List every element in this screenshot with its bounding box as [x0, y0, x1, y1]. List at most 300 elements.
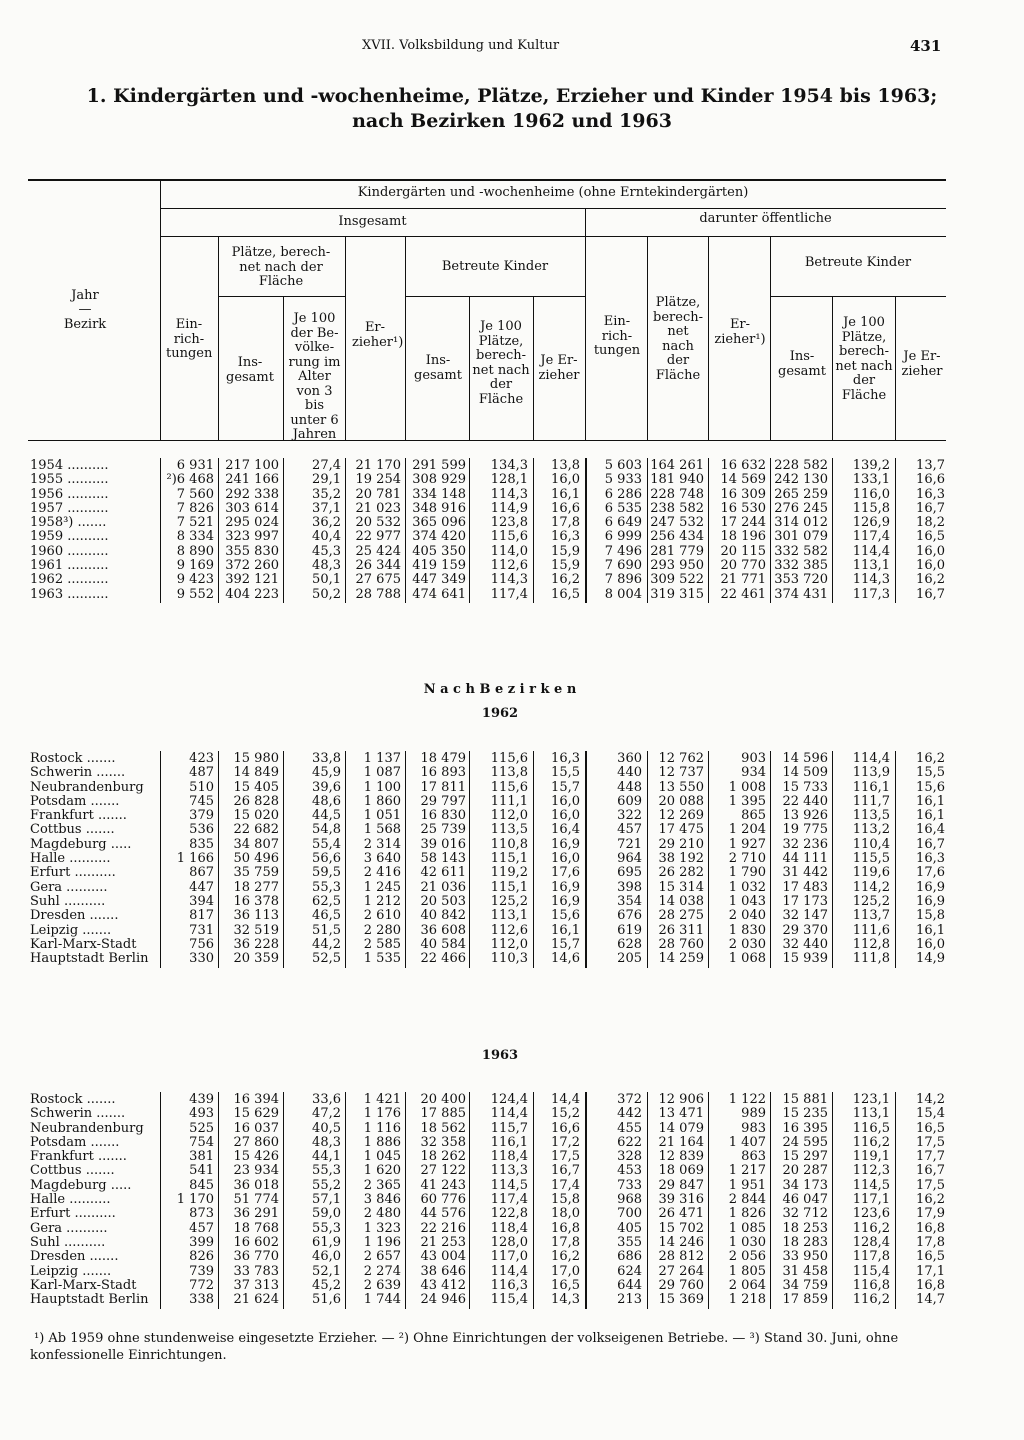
- table-cell: 16,5: [551, 586, 580, 602]
- table-cell: 51,6: [312, 1292, 341, 1308]
- table-cell: 16,5: [916, 1120, 945, 1136]
- table-cell: 46 047: [782, 1192, 828, 1208]
- table-cell: 60 776: [420, 1192, 466, 1208]
- table-cell: 40,5: [312, 1120, 341, 1136]
- table-cell: 21 253: [420, 1234, 466, 1250]
- bezirke-1962-labels: [30, 752, 158, 966]
- table-cell: 1 100: [363, 779, 401, 795]
- footnotes: [30, 1330, 970, 1364]
- table-cell: 113,1: [852, 1106, 890, 1122]
- table-cell: 695: [617, 865, 642, 881]
- table-cell: 525: [189, 1120, 214, 1136]
- table-cell: 2 280: [363, 922, 401, 938]
- table-cell: 8 334: [176, 529, 214, 545]
- table-cell: 374 431: [774, 586, 828, 602]
- header-vline-12: [895, 296, 896, 440]
- table-cell: 13 550: [658, 779, 704, 795]
- header-vline-3: [345, 236, 346, 440]
- table-cell: 17,0: [551, 1263, 580, 1279]
- value-column: [696, 1093, 766, 1307]
- table-cell: 295 024: [225, 515, 279, 531]
- running-head: XVII. Volksbildung und Kultur: [362, 38, 560, 53]
- table-cell: 44 576: [420, 1206, 466, 1222]
- table-cell: 50 496: [233, 851, 279, 867]
- row-label: Suhl ..........: [30, 893, 106, 909]
- table-cell: 118,4: [490, 1220, 528, 1236]
- table-cell: 15,9: [551, 543, 580, 559]
- table-cell: 34 807: [233, 836, 279, 852]
- section-year-1962: 1962: [481, 706, 519, 721]
- value-column: [696, 752, 766, 966]
- header-je-erzieher: Je Er- zieher: [538, 353, 580, 383]
- table-cell: 115,1: [490, 851, 528, 867]
- table-cell: 15 405: [233, 779, 279, 795]
- table-cell: 59,0: [312, 1206, 341, 1222]
- table-cell: 31 458: [782, 1263, 828, 1279]
- table-cell: 536: [189, 822, 214, 838]
- table-cell: 394: [189, 893, 214, 909]
- table-cell: 50,2: [312, 586, 341, 602]
- header-betreute-kinder-2: Betreute Kinder: [804, 255, 912, 270]
- table-cell: 16,3: [916, 851, 945, 867]
- table-cell: 1 137: [363, 751, 401, 766]
- table-cell: 115,4: [852, 1263, 890, 1279]
- table-cell: 16 394: [233, 1092, 279, 1107]
- table-cell: 21 170: [355, 458, 401, 473]
- page-title: [40, 84, 984, 134]
- table-cell: 115,6: [490, 529, 528, 545]
- table-cell: 17,9: [916, 1206, 945, 1222]
- table-cell: 404 223: [225, 586, 279, 602]
- table-cell: 2 416: [363, 865, 401, 881]
- table-cell: 52,1: [312, 1263, 341, 1279]
- table-cell: 15,9: [551, 558, 580, 574]
- header-darunter: darunter öffentliche: [699, 211, 832, 226]
- page-number: 431: [910, 37, 942, 55]
- table-cell: 16 037: [233, 1120, 279, 1136]
- table-cell: 308 929: [412, 472, 466, 488]
- table-cell: 686: [617, 1249, 642, 1265]
- table-cell: 1 212: [363, 893, 401, 909]
- table-cell: 319 315: [650, 586, 704, 602]
- table-cell: 16,0: [916, 543, 945, 559]
- table-cell: 16,4: [551, 822, 580, 838]
- value-column: [634, 752, 704, 966]
- table-cell: 1 032: [728, 879, 766, 895]
- value-column: [758, 459, 828, 602]
- table-cell: 116,3: [490, 1277, 528, 1293]
- table-cell: 116,8: [852, 1277, 890, 1293]
- table-cell: 624: [617, 1263, 642, 1279]
- table-cell: 322: [617, 808, 642, 824]
- table-cell: 1 218: [728, 1292, 766, 1308]
- header-plaetze-group: Plätze, berech- net nach der Fläche: [231, 245, 331, 289]
- table-cell: 14 259: [658, 951, 704, 967]
- header-betreute-kinder: Betreute Kinder: [441, 259, 549, 274]
- table-cell: 33,8: [312, 751, 341, 766]
- table-cell: 292 338: [225, 486, 279, 502]
- table-cell: 116,2: [852, 1134, 890, 1150]
- table-cell: 19 775: [782, 822, 828, 838]
- table-cell: 826: [189, 1249, 214, 1265]
- table-cell: 353 720: [774, 572, 828, 588]
- table-cell: 36 018: [233, 1177, 279, 1193]
- table-cell: 15 939: [782, 951, 828, 967]
- table-cell: 15,4: [916, 1106, 945, 1122]
- table-cell: 113,1: [852, 558, 890, 574]
- table-cell: 14,3: [551, 1292, 580, 1308]
- table-cell: 9 423: [176, 572, 214, 588]
- table-cell: 122,8: [490, 1206, 528, 1222]
- table-cell: 281 779: [650, 543, 704, 559]
- table-cell: 35,2: [312, 486, 341, 502]
- table-cell: 114,4: [852, 543, 890, 559]
- header-rule-3b: [405, 296, 585, 297]
- value-column: [209, 1093, 279, 1307]
- table-cell: 845: [189, 1177, 214, 1193]
- table-cell: 2 480: [363, 1206, 401, 1222]
- table-cell: 116,2: [852, 1292, 890, 1308]
- table-cell: 276 245: [774, 500, 828, 516]
- table-cell: 16,2: [916, 751, 945, 766]
- table-cell: 22 682: [233, 822, 279, 838]
- table-cell: 27,4: [312, 458, 341, 473]
- table-cell: 205: [617, 951, 642, 967]
- table-cell: 2 030: [728, 936, 766, 952]
- table-cell: 111,6: [852, 922, 890, 938]
- table-cell: 865: [741, 808, 766, 824]
- table-cell: 493: [189, 1106, 214, 1122]
- table-cell: 39 016: [420, 836, 466, 852]
- table-cell: 36,2: [312, 515, 341, 531]
- table-cell: 14 509: [782, 765, 828, 781]
- table-cell: 457: [617, 822, 642, 838]
- table-cell: 16,7: [916, 836, 945, 852]
- table-cell: 16,0: [916, 558, 945, 574]
- table-cell: 17 811: [420, 779, 466, 795]
- row-label: 1961 ..........: [30, 558, 109, 574]
- table-cell: 17,5: [551, 1149, 580, 1165]
- table-cell: 25 739: [420, 822, 466, 838]
- table-cell: 16,5: [551, 1277, 580, 1293]
- table-cell: 45,9: [312, 765, 341, 781]
- table-cell: 115,6: [490, 751, 528, 766]
- table-cell: 164 261: [650, 458, 704, 473]
- table-cell: 113,7: [852, 908, 890, 924]
- table-cell: 487: [189, 765, 214, 781]
- table-cell: 2 710: [728, 851, 766, 867]
- table-cell: 989: [741, 1106, 766, 1122]
- table-cell: 28 760: [658, 936, 704, 952]
- bezirke-1963-labels: [30, 1093, 158, 1307]
- table-cell: 48,6: [312, 793, 341, 809]
- table-cell: 1 122: [728, 1092, 766, 1107]
- value-column: [144, 1093, 214, 1307]
- table-cell: 27 860: [233, 1134, 279, 1150]
- row-label: 1959 ..........: [30, 529, 109, 545]
- value-column: [331, 1093, 401, 1307]
- table-cell: 14 246: [658, 1234, 704, 1250]
- table-cell: 1 951: [728, 1177, 766, 1193]
- table-cell: 16,7: [551, 1163, 580, 1179]
- table-cell: 867: [189, 865, 214, 881]
- table-cell: 1 085: [728, 1220, 766, 1236]
- table-cell: 18 069: [658, 1163, 704, 1179]
- table-cell: 16,9: [916, 893, 945, 909]
- table-cell: 29 370: [782, 922, 828, 938]
- table-cell: 48,3: [312, 1134, 341, 1150]
- table-cell: 26 311: [658, 922, 704, 938]
- row-label: Gera ..........: [30, 1220, 108, 1236]
- table-cell: 644: [617, 1277, 642, 1293]
- table-cell: 110,8: [490, 836, 528, 852]
- table-cell: 447 349: [412, 572, 466, 588]
- table-cell: 33 950: [782, 1249, 828, 1265]
- table-cell: 18 262: [420, 1149, 466, 1165]
- years-labels: [30, 459, 158, 602]
- table-cell: 247 532: [650, 515, 704, 531]
- row-label: Rostock .......: [30, 751, 116, 766]
- header-kinder-insgesamt: Ins- gesamt: [414, 353, 462, 383]
- table-cell: 835: [189, 836, 214, 852]
- table-cell: 7 826: [176, 500, 214, 516]
- table-cell: 721: [617, 836, 642, 852]
- table-cell: 115,7: [490, 1120, 528, 1136]
- table-cell: 619: [617, 922, 642, 938]
- table-cell: 17,6: [916, 865, 945, 881]
- table-cell: 37,1: [312, 500, 341, 516]
- table-cell: 745: [189, 793, 214, 809]
- table-cell: 354: [617, 893, 642, 909]
- table-cell: 17,8: [916, 1234, 945, 1250]
- table-cell: 332 385: [774, 558, 828, 574]
- table-cell: 110,3: [490, 951, 528, 967]
- table-cell: 1 805: [728, 1263, 766, 1279]
- table-cell: 330: [189, 951, 214, 967]
- table-cell: 117,3: [852, 586, 890, 602]
- table-cell: 873: [189, 1206, 214, 1222]
- table-cell: 26 282: [658, 865, 704, 881]
- table-cell: 16,8: [916, 1277, 945, 1293]
- table-cell: 405: [617, 1220, 642, 1236]
- table-cell: 332 582: [774, 543, 828, 559]
- table-cell: 111,7: [852, 793, 890, 809]
- table-cell: 21 624: [233, 1292, 279, 1308]
- table-cell: 17,6: [551, 865, 580, 881]
- table-cell: 112,3: [852, 1163, 890, 1179]
- table-cell: 16 530: [720, 500, 766, 516]
- header-rule-3a: [218, 296, 345, 297]
- value-column: [634, 1093, 704, 1307]
- table-cell: 5 603: [604, 458, 642, 473]
- table-cell: 15,5: [916, 765, 945, 781]
- header-rule-3c: [770, 296, 946, 297]
- table-cell: 116,1: [852, 779, 890, 795]
- table-cell: 17 885: [420, 1106, 466, 1122]
- table-cell: 16,8: [916, 1220, 945, 1236]
- table-cell: 119,6: [852, 865, 890, 881]
- table-cell: 114,4: [490, 1263, 528, 1279]
- header-plaetze-insgesamt: Ins- gesamt: [226, 355, 274, 385]
- header-rule-2: [160, 236, 946, 237]
- table-cell: 423: [189, 751, 214, 766]
- table-cell: 23 934: [233, 1163, 279, 1179]
- table-cell: 113,9: [852, 765, 890, 781]
- table-cell: 238 582: [650, 500, 704, 516]
- table-cell: 139,2: [852, 458, 890, 473]
- table-cell: 20 088: [658, 793, 704, 809]
- row-label: Karl-Marx-Stadt: [30, 1277, 137, 1293]
- table-cell: 29,1: [312, 472, 341, 488]
- header-je-erzieher-2: Je Er- zieher: [901, 349, 943, 379]
- table-cell: 117,4: [852, 529, 890, 545]
- table-cell: 114,5: [490, 1177, 528, 1193]
- table-cell: 12 906: [658, 1092, 704, 1107]
- table-cell: 399: [189, 1234, 214, 1250]
- table-cell: 8 890: [176, 543, 214, 559]
- table-cell: 241 166: [225, 472, 279, 488]
- table-cell: 27 264: [658, 1263, 704, 1279]
- table-cell: 113,5: [852, 808, 890, 824]
- table-cell: 405 350: [412, 543, 466, 559]
- table-cell: 181 940: [650, 472, 704, 488]
- table-cell: 44,1: [312, 1149, 341, 1165]
- table-cell: 55,3: [312, 879, 341, 895]
- table-cell: 242 130: [774, 472, 828, 488]
- table-cell: 14 038: [658, 893, 704, 909]
- value-column: [758, 752, 828, 966]
- table-cell: ²)6 468: [166, 472, 214, 488]
- row-label: Leipzig .......: [30, 922, 112, 938]
- row-label: Magdeburg .....: [30, 836, 132, 852]
- table-cell: 3 846: [363, 1192, 401, 1208]
- row-label: Gera ..........: [30, 879, 108, 895]
- row-label: 1963 ..........: [30, 586, 109, 602]
- table-cell: 1 176: [363, 1106, 401, 1122]
- table-cell: 15 881: [782, 1092, 828, 1107]
- table-cell: 115,5: [852, 851, 890, 867]
- header-bottom-rule: [28, 440, 946, 441]
- table-cell: 14,9: [916, 951, 945, 967]
- table-cell: 16,3: [551, 529, 580, 545]
- table-cell: 12 269: [658, 808, 704, 824]
- row-label: 1956 ..........: [30, 486, 109, 502]
- table-cell: 314 012: [774, 515, 828, 531]
- table-cell: 1 395: [728, 793, 766, 809]
- table-cell: 117,0: [490, 1249, 528, 1265]
- table-cell: 16,7: [916, 500, 945, 516]
- table-cell: 52,5: [312, 951, 341, 967]
- table-cell: 1 860: [363, 793, 401, 809]
- table-cell: 379: [189, 808, 214, 824]
- table-cell: 29 210: [658, 836, 704, 852]
- table-cell: 117,4: [490, 586, 528, 602]
- table-cell: 118,4: [490, 1149, 528, 1165]
- row-label: Hauptstadt Berlin: [30, 1292, 149, 1308]
- table-cell: 1 045: [363, 1149, 401, 1165]
- stub-jahr: Jahr: [71, 288, 99, 303]
- table-cell: 32 440: [782, 936, 828, 952]
- table-cell: 33 783: [233, 1263, 279, 1279]
- table-cell: 32 236: [782, 836, 828, 852]
- table-cell: 128,0: [490, 1234, 528, 1250]
- table-cell: 35 759: [233, 865, 279, 881]
- table-cell: 2 657: [363, 1249, 401, 1265]
- table-cell: 1 245: [363, 879, 401, 895]
- table-cell: 1 008: [728, 779, 766, 795]
- row-label: Dresden .......: [30, 908, 119, 924]
- table-cell: 16,1: [916, 922, 945, 938]
- table-cell: 29 797: [420, 793, 466, 809]
- table-cell: 39 316: [658, 1192, 704, 1208]
- table-cell: 16,9: [551, 879, 580, 895]
- table-cell: 1 323: [363, 1220, 401, 1236]
- table-cell: 338: [189, 1292, 214, 1308]
- table-cell: 111,1: [490, 793, 528, 809]
- header-vline-8: [647, 236, 648, 440]
- row-label: Erfurt ..........: [30, 865, 116, 881]
- table-cell: 2 844: [728, 1192, 766, 1208]
- table-cell: 17,2: [551, 1134, 580, 1150]
- table-cell: 20 400: [420, 1092, 466, 1107]
- table-cell: 2 610: [363, 908, 401, 924]
- table-cell: 14 849: [233, 765, 279, 781]
- table-cell: 6 286: [604, 486, 642, 502]
- row-label: Magdeburg .....: [30, 1177, 132, 1193]
- table-cell: 7 690: [604, 558, 642, 574]
- table-cell: 15 733: [782, 779, 828, 795]
- table-cell: 116,1: [490, 1134, 528, 1150]
- table-cell: 733: [617, 1177, 642, 1193]
- value-column: [144, 459, 214, 602]
- table-cell: 863: [741, 1149, 766, 1165]
- table-cell: 392 121: [225, 572, 279, 588]
- table-cell: 113,5: [490, 822, 528, 838]
- table-cell: 17,8: [551, 1234, 580, 1250]
- table-cell: 18 196: [720, 529, 766, 545]
- row-label: Hauptstadt Berlin: [30, 951, 149, 967]
- table-cell: 115,8: [852, 500, 890, 516]
- table-cell: 28 275: [658, 908, 704, 924]
- table-cell: 7 560: [176, 486, 214, 502]
- row-label: 1960 ..........: [30, 543, 109, 559]
- title-line-2: nach Bezirken 1962 und 1963: [352, 110, 672, 132]
- table-cell: 128,1: [490, 472, 528, 488]
- table-cell: 700: [617, 1206, 642, 1222]
- table-cell: 114,5: [852, 1177, 890, 1193]
- table-cell: 17 244: [720, 515, 766, 531]
- table-cell: 18 562: [420, 1120, 466, 1136]
- row-label: Suhl ..........: [30, 1234, 106, 1250]
- table-cell: 26 471: [658, 1206, 704, 1222]
- table-cell: 113,8: [490, 765, 528, 781]
- table-cell: 739: [189, 1263, 214, 1279]
- table-cell: 114,0: [490, 543, 528, 559]
- table-cell: 44,2: [312, 936, 341, 952]
- header-vline-6: [533, 296, 534, 440]
- table-cell: 5 933: [604, 472, 642, 488]
- header-vline-5: [469, 296, 470, 440]
- table-cell: 2 585: [363, 936, 401, 952]
- table-cell: 293 950: [650, 558, 704, 574]
- value-column: [396, 752, 466, 966]
- table-cell: 622: [617, 1134, 642, 1150]
- table-cell: 55,2: [312, 1177, 341, 1193]
- header-einrichtungen-2: Ein- rich- tungen: [593, 314, 641, 358]
- table-cell: 22 466: [420, 951, 466, 967]
- table-cell: 1 170: [176, 1192, 214, 1208]
- table-cell: 16 309: [720, 486, 766, 502]
